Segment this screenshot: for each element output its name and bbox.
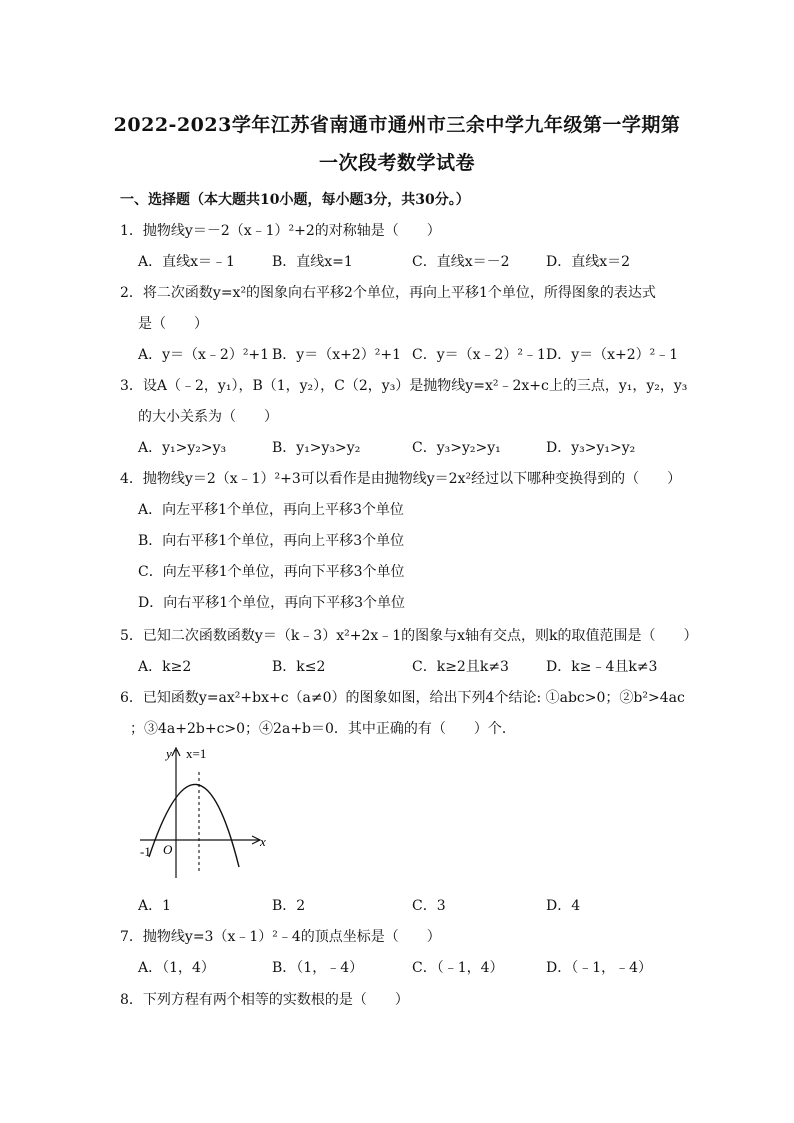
q6-stem-line1: 6．已知函数y=ax²+bx+c（a≠0）的图象如图，给出下列4个结论: ①abc>0；②b²>4ac <box>120 690 685 706</box>
q6-option-a: A．1 <box>138 898 172 914</box>
q2-option-d: D．y＝（x+2）²﹣1 <box>546 347 679 363</box>
origin-label: O <box>163 842 173 857</box>
q3-stem-line1: 3．设A（﹣2，y₁），B（1，y₂），C（2，y₃）是抛物线y=x²﹣2x+c上的三点，y₁，y₂，y₃ <box>120 378 688 394</box>
q7-option-d: D．（﹣1，﹣4） <box>546 960 653 976</box>
q1-option-b: B．直线x=1 <box>272 254 353 270</box>
q7-stem: 7．抛物线y=3（x﹣1）²﹣4的顶点坐标是（ ） <box>120 929 441 945</box>
section-heading: 一、选择题（本大题共10小题，每小题3分，共30分。） <box>120 192 470 208</box>
q4-option-b: B．向右平移1个单位，再向上平移3个单位 <box>138 533 405 549</box>
q6-stem-line2: ；③4a+2b+c>0；④2a+b＝0．其中正确的有（ ）个． <box>130 721 516 737</box>
q3-option-a: A．y₁>y₂>y₃ <box>138 440 227 456</box>
q4-option-d: D．向右平移1个单位，再向下平移3个单位 <box>138 595 406 611</box>
q5-option-c: C．k≥2且k≠3 <box>412 659 509 675</box>
title-line-2: 一次段考数学试卷 <box>318 152 475 174</box>
q7-option-c: C．（﹣1，4） <box>412 960 504 976</box>
q2-option-a: A．y＝（x﹣2）²+1 <box>138 347 270 363</box>
q7-option-b: B．（1，﹣4） <box>272 960 364 976</box>
q1-option-a: A．直线x＝﹣1 <box>138 254 235 270</box>
q2-stem-line1: 2．将二次函数y=x²的图象向右平移2个单位，再向上平移1个单位，所得图象的表达式 <box>120 285 656 301</box>
q6-option-c: C．3 <box>412 898 446 914</box>
q4-option-a: A．向左平移1个单位，再向上平移3个单位 <box>138 502 404 518</box>
q1-option-c: C．直线x＝－2 <box>412 254 510 270</box>
q5-option-d: D．k≥﹣4且k≠3 <box>546 659 658 675</box>
q4-stem: 4．抛物线y＝2（x﹣1）²+3可以看作是由抛物线y＝2x²经过以下哪种变换得到的（ ） <box>120 471 682 487</box>
q3-option-d: D．y₃>y₁>y₂ <box>546 440 636 456</box>
q3-stem-line2: 的大小关系为（ ） <box>138 409 278 425</box>
q3-option-b: B．y₁>y₃>y₂ <box>272 440 361 456</box>
symmetry-line-label: x=1 <box>186 746 207 761</box>
q1-option-d: D．直线x＝2 <box>546 254 631 270</box>
q8-stem: 8．下列方程有两个相等的实数根的是（ ） <box>120 992 409 1008</box>
q2-stem-line2: 是（ ） <box>138 316 208 332</box>
x-axis-label: x <box>260 834 266 849</box>
q5-option-a: A．k≥2 <box>138 659 192 675</box>
q4-option-c: C．向左平移1个单位，再向下平移3个单位 <box>138 564 405 580</box>
q2-option-b: B．y＝（x+2）²+1 <box>272 347 401 363</box>
neg-one-label: -1 <box>140 844 151 859</box>
q2-option-c: C．y＝（x﹣2）²﹣1 <box>412 347 546 363</box>
q5-option-b: B．k≤2 <box>272 659 326 675</box>
q1-stem: 1．抛物线y＝－2（x﹣1）²+2的对称轴是（ ） <box>120 223 441 239</box>
title-line-1: 2022-2023学年江苏省南通市通州市三余中学九年级第一学期第 <box>113 114 681 136</box>
q3-option-c: C．y₃>y₂>y₁ <box>412 440 501 456</box>
parabola-figure <box>132 740 282 880</box>
y-axis-label: y <box>166 746 172 761</box>
q6-option-d: D．4 <box>546 898 581 914</box>
q7-option-a: A．（1，4） <box>138 960 215 976</box>
q6-option-b: B．2 <box>272 898 306 914</box>
q5-stem: 5．已知二次函数函数y＝（k﹣3）x²+2x﹣1的图象与x轴有交点，则k的取值范围是（ ） <box>120 628 698 644</box>
